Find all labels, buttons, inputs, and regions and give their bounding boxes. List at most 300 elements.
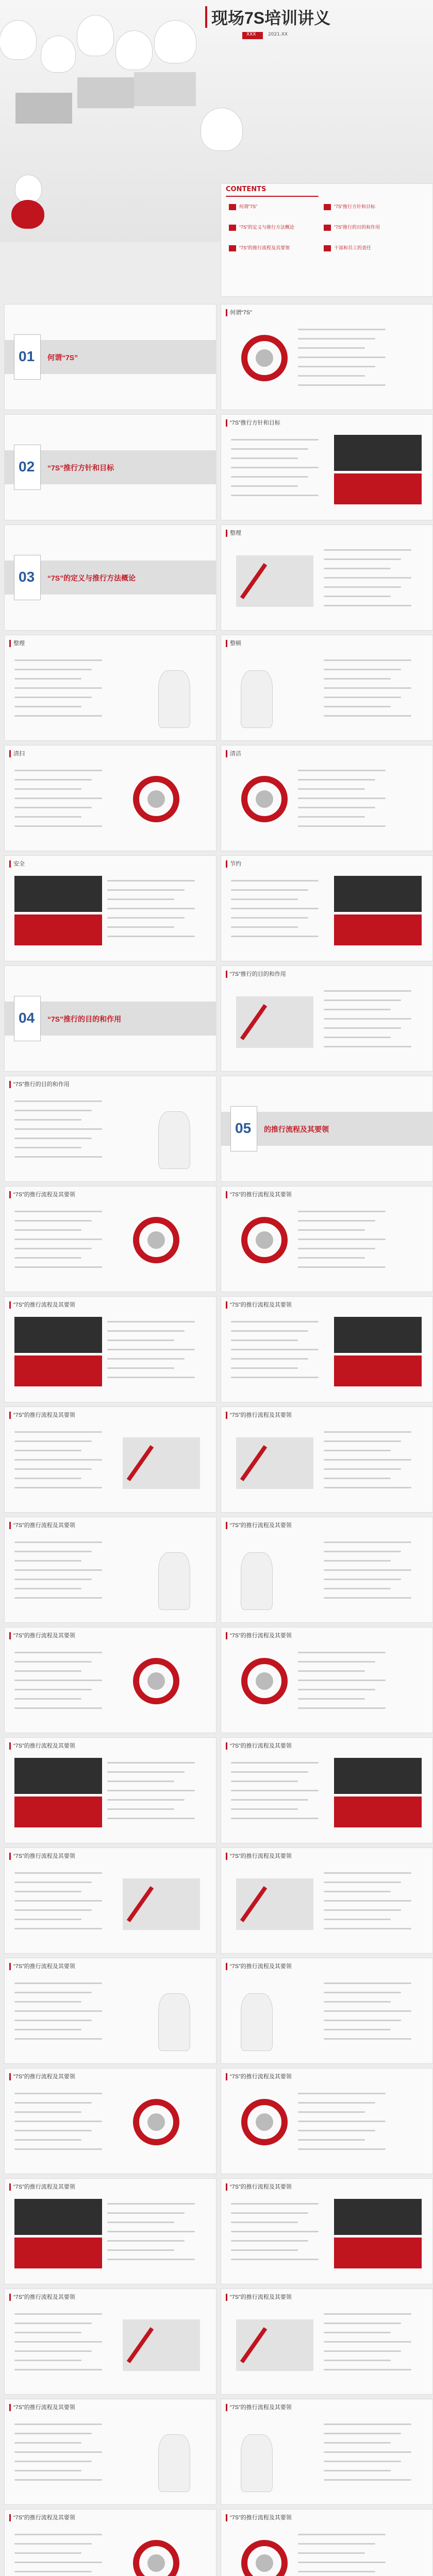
presenter-figure [159, 2435, 190, 2492]
slide-title: “7S”的推行流程及其要领 [13, 2074, 75, 2080]
text-line [324, 2433, 401, 2434]
slide-title-bar [9, 1191, 11, 1198]
check-mark-icon [147, 1672, 165, 1690]
s-sec02 [4, 414, 216, 520]
text-line [324, 1487, 411, 1488]
text-line [14, 1128, 102, 1130]
slide-title: “7S”的推行流程及其要领 [230, 1743, 292, 1749]
s-zhengli2 [4, 635, 216, 741]
text-line [14, 706, 81, 707]
text-line [324, 1431, 411, 1433]
section-title: “7S”的定义与推行方法概论 [47, 574, 136, 582]
s-sec04 [4, 965, 216, 1072]
text-line [14, 715, 102, 717]
s-flow1 [4, 1186, 216, 1292]
slide-title-bar [226, 2294, 227, 2301]
text-line [107, 2249, 174, 2251]
red-panel [334, 1355, 422, 1386]
slide-title-bar [9, 2183, 11, 2191]
text-line [324, 2010, 411, 2012]
text-line [14, 1239, 102, 1240]
text-line [231, 2249, 298, 2251]
text-line [298, 2139, 365, 2141]
text-line [107, 1771, 185, 1773]
s-purpose [221, 965, 433, 1072]
text-line [324, 558, 401, 560]
text-line [231, 1799, 308, 1801]
text-line [231, 1377, 319, 1378]
contents-item-4[interactable]: “7S”推行的目的和作用 [334, 225, 380, 230]
slide-title-bar [9, 640, 11, 647]
text-line [231, 1818, 319, 1819]
slide-title: “7S”的推行流程及其要领 [13, 1853, 75, 1859]
text-line [107, 2212, 185, 2214]
text-line [324, 1919, 391, 1920]
text-line [324, 697, 401, 698]
text-line [324, 1992, 401, 1993]
text-line [298, 1220, 375, 1222]
text-line [107, 1762, 195, 1764]
text-line [107, 1799, 185, 1801]
s-flow9 [4, 1627, 216, 1733]
text-line [324, 687, 411, 689]
text-line [324, 1928, 411, 1929]
text-line [14, 2111, 81, 2113]
text-line [107, 1321, 195, 1323]
text-line [14, 1661, 92, 1663]
text-line [324, 2341, 411, 2343]
text-line [298, 1652, 386, 1653]
red-panel [14, 2238, 102, 2268]
text-line [324, 706, 391, 707]
text-line [231, 1321, 319, 1323]
check-mark-icon [256, 349, 273, 367]
text-line [324, 999, 401, 1001]
text-line [14, 1928, 102, 1929]
text-line [107, 936, 195, 937]
text-line [231, 2212, 308, 2214]
slide-title: “7S”的推行流程及其要领 [13, 1743, 75, 1749]
s-flow10 [221, 1627, 433, 1733]
s-purpose2 [4, 1076, 216, 1182]
text-line [324, 2424, 411, 2425]
text-line [298, 338, 375, 340]
text-line [324, 715, 411, 717]
slide-title-bar [226, 1963, 227, 1970]
text-line [14, 1257, 81, 1259]
s-jieyue [221, 855, 433, 961]
text-line [107, 917, 185, 919]
text-line [107, 889, 185, 891]
s-flow16 [221, 1958, 433, 2064]
text-line [14, 1431, 102, 1433]
text-line [324, 1569, 411, 1571]
text-line [324, 577, 411, 579]
text-line [231, 2240, 308, 2242]
contents-item-3[interactable]: “7S”的定义与推行方法概论 [239, 225, 295, 230]
text-line [324, 990, 411, 992]
slide-title-bar [9, 1742, 11, 1750]
text-line [324, 2038, 411, 2040]
contents-item-1[interactable]: 何谓“7S” [239, 204, 258, 209]
section-number: 05 [235, 1120, 252, 1136]
dark-panel [334, 1758, 422, 1794]
slide-title: 整理 [13, 640, 25, 647]
text-line [107, 2240, 185, 2242]
text-line [324, 1027, 401, 1029]
text-line [298, 375, 365, 377]
s-flow17 [4, 2068, 216, 2174]
dark-panel [334, 1317, 422, 1353]
red-panel [334, 1797, 422, 1827]
text-line [231, 1349, 319, 1350]
slide-title-bar [226, 2404, 227, 2411]
text-line [14, 2534, 102, 2535]
text-line [298, 825, 386, 827]
text-line [14, 2148, 102, 2150]
text-line [231, 467, 319, 468]
s-what [221, 304, 433, 410]
contents-item-2[interactable]: “7S”推行方针和目标 [334, 204, 376, 209]
dark-panel [14, 2199, 102, 2235]
text-line [231, 1781, 298, 1782]
s-flow19 [4, 2178, 216, 2284]
slide-title-bar [226, 2183, 227, 2191]
text-line [324, 1982, 411, 1984]
text-line [324, 1450, 391, 1451]
text-line [14, 1459, 102, 1461]
text-line [14, 2442, 81, 2444]
slide-title: “7S”的推行流程及其要领 [13, 1522, 75, 1529]
text-line [324, 1900, 411, 1902]
text-line [14, 1909, 92, 1911]
slide-title: “7S”的推行流程及其要领 [230, 1963, 292, 1970]
text-line [298, 347, 365, 349]
text-line [14, 2552, 81, 2554]
check-mark-icon [256, 2554, 273, 2572]
text-line [14, 2093, 102, 2094]
text-line [324, 1046, 411, 1047]
presenter-figure [159, 1994, 190, 2050]
text-line [324, 1018, 411, 1020]
slide-title-bar [226, 530, 227, 537]
text-line [324, 2442, 391, 2444]
text-line [298, 1211, 386, 1212]
section-number: 01 [19, 348, 35, 364]
text-line [324, 1597, 411, 1599]
s-zhengli [221, 524, 433, 631]
text-line [107, 1330, 185, 1332]
text-line [14, 807, 92, 808]
text-line [298, 798, 386, 799]
text-line [14, 788, 81, 790]
dark-panel [14, 1317, 102, 1353]
slide-title-bar [226, 1301, 227, 1309]
text-line [14, 825, 102, 827]
illustration [123, 1437, 200, 1489]
slide-title: “7S”的推行流程及其要领 [13, 1302, 75, 1308]
presenter-figure [241, 671, 272, 727]
text-line [14, 2433, 92, 2434]
text-line [231, 926, 298, 928]
contents-item-6[interactable]: 干部和员工的责任 [334, 245, 372, 250]
text-line [324, 1579, 401, 1580]
text-line [14, 1992, 92, 1993]
text-line [14, 2130, 92, 2131]
slide-title-bar [9, 1853, 11, 1860]
text-line [107, 1781, 174, 1782]
text-line [14, 1670, 81, 1672]
slide-title-bar [226, 1522, 227, 1529]
presenter-label: XXX [246, 32, 256, 37]
text-line [107, 1349, 195, 1350]
text-line [14, 770, 102, 771]
slide-title: “7S”推行的目的和作用 [13, 1081, 70, 1088]
s-sec01 [4, 304, 216, 410]
text-line [14, 1229, 81, 1231]
slide-title-bar [9, 1412, 11, 1419]
section-title: 何谓“7S” [47, 353, 78, 362]
s-flow20 [221, 2178, 433, 2284]
text-line [14, 2470, 81, 2471]
text-line [298, 779, 375, 781]
text-line [231, 495, 319, 496]
text-line [14, 1450, 81, 1451]
text-line [231, 1330, 308, 1332]
text-line [14, 2562, 102, 2563]
presenter-figure [159, 1112, 190, 1168]
text-line [298, 1698, 365, 1700]
text-line [231, 476, 308, 478]
slide-title-bar [9, 2294, 11, 2301]
text-line [107, 2203, 195, 2205]
slide-title: 整理 [230, 530, 241, 536]
slide-title-bar [226, 1742, 227, 1750]
slide-title-bar [226, 971, 227, 978]
slide-title: “7S”的推行流程及其要领 [13, 2404, 75, 2411]
s-flow26 [221, 2509, 433, 2576]
s-flow4 [221, 1296, 433, 1402]
text-line [14, 1266, 102, 1268]
text-line [14, 2571, 92, 2572]
text-line [14, 2350, 92, 2352]
text-line [231, 439, 319, 440]
slide-title: “7S”的推行流程及其要领 [13, 2515, 75, 2521]
text-line [107, 1790, 195, 1791]
dark-panel [14, 1758, 102, 1794]
s-sec03 [4, 524, 216, 631]
check-mark-icon [256, 1672, 273, 1690]
presenter-figure [159, 1553, 190, 1609]
text-line [14, 1156, 102, 1158]
text-line [14, 2001, 81, 2003]
presenter-figure [241, 1994, 272, 2050]
text-line [14, 816, 81, 818]
slide-title-bar [9, 2073, 11, 2080]
text-line [231, 2222, 298, 2223]
text-line [324, 1459, 411, 1461]
s-flow22 [221, 2289, 433, 2395]
text-line [14, 1569, 102, 1571]
text-line [324, 1478, 391, 1479]
text-line [14, 2313, 102, 2315]
text-line [231, 457, 298, 459]
text-line [107, 1340, 174, 1341]
s-flow2 [221, 1186, 433, 1292]
presenter-figure [159, 671, 190, 727]
section-title: “7S”推行方针和目标 [47, 464, 114, 472]
text-line [231, 2231, 319, 2232]
text-line [14, 1900, 102, 1902]
red-panel [334, 2238, 422, 2268]
slide-title-bar [226, 2073, 227, 2080]
illustration [236, 1878, 313, 1930]
dark-panel [14, 876, 102, 912]
text-line [324, 2470, 391, 2471]
presenter-figure [241, 1553, 272, 1609]
text-line [231, 1808, 298, 1810]
text-line [107, 1358, 185, 1360]
slide-title: 清洁 [230, 751, 241, 757]
contents-heading: CONTENTS [226, 185, 267, 193]
s-flow3 [4, 1296, 216, 1402]
slide-title: 安全 [13, 861, 25, 867]
slide-title-bar [9, 1963, 11, 1970]
text-line [14, 1468, 92, 1470]
text-line [14, 1919, 81, 1920]
slide-title: “7S”的推行流程及其要领 [13, 1963, 75, 1970]
text-line [324, 1541, 411, 1543]
text-line [298, 1689, 375, 1690]
text-line [324, 2350, 401, 2352]
text-line [14, 1440, 92, 1442]
s-flow18 [221, 2068, 433, 2174]
text-line [14, 1579, 92, 1580]
text-line [324, 2029, 391, 2030]
s-flow12 [221, 1737, 433, 1843]
slide-title-bar [9, 2404, 11, 2411]
check-mark-icon [147, 1231, 165, 1249]
text-line [14, 1248, 92, 1249]
text-line [324, 1009, 391, 1010]
text-line [324, 2369, 411, 2370]
text-line [14, 1588, 81, 1589]
dark-panel [334, 2199, 422, 2235]
slide-title-bar [226, 1412, 227, 1419]
text-line [231, 2203, 319, 2205]
slide-title: “7S”推行方针和目标 [230, 420, 280, 426]
text-line [14, 1689, 92, 1690]
slide-title: 清扫 [13, 751, 25, 757]
illustration [123, 1878, 200, 1930]
s-flow14 [221, 1848, 433, 1954]
red-panel [14, 1355, 102, 1386]
presenter-figure [241, 2435, 272, 2492]
slide-title: “7S”的推行流程及其要领 [230, 2074, 292, 2080]
text-line [231, 1367, 298, 1369]
text-line [231, 1790, 319, 1791]
text-line [14, 1119, 81, 1121]
slide-title: “7S”的推行流程及其要领 [13, 2184, 75, 2190]
text-line [14, 1100, 102, 1102]
check-mark-icon [256, 790, 273, 808]
text-line [324, 586, 401, 588]
text-line [14, 1597, 102, 1599]
text-line [231, 889, 308, 891]
text-line [298, 1680, 386, 1681]
illustration [123, 2319, 200, 2371]
text-line [324, 2332, 391, 2333]
text-line [298, 2543, 375, 2545]
text-line [324, 1560, 391, 1562]
text-line [298, 1229, 365, 1231]
slide-title-bar [226, 419, 227, 427]
text-line [324, 2020, 401, 2021]
slide-title-bar [9, 1632, 11, 1639]
text-line [324, 1037, 391, 1038]
check-mark-icon [147, 2554, 165, 2572]
illustration [236, 1437, 313, 1489]
text-line [14, 2038, 102, 2040]
text-line [324, 678, 391, 680]
text-line [107, 1808, 174, 1810]
s-flow15 [4, 1958, 216, 2064]
text-line [14, 687, 102, 689]
red-panel [334, 473, 422, 504]
slide-title: “7S”的推行流程及其要领 [230, 2184, 292, 2190]
text-line [324, 2479, 411, 2481]
text-line [324, 1551, 401, 1552]
text-line [298, 807, 375, 808]
slide-title: “7S”的推行流程及其要领 [230, 1412, 292, 1418]
text-line [324, 1468, 401, 1470]
text-line [14, 2461, 92, 2462]
text-line [14, 1891, 81, 1892]
text-line [14, 669, 92, 670]
text-line [231, 1340, 298, 1341]
illustration [236, 555, 313, 607]
cover-title: 现场7S培训讲义 [211, 9, 331, 27]
check-mark-icon [147, 790, 165, 808]
text-line [14, 2121, 102, 2122]
text-line [324, 2360, 391, 2361]
text-line [14, 1478, 81, 1479]
text-line [298, 2102, 375, 2104]
slide-title-bar [226, 309, 227, 316]
contents-item-5[interactable]: “7S”的推行流程及其要领 [239, 245, 290, 250]
check-mark-icon [147, 2113, 165, 2131]
text-line [231, 908, 319, 909]
slide-title-bar [9, 1301, 11, 1309]
text-line [107, 2259, 195, 2260]
text-line [14, 1872, 102, 1874]
text-line [107, 2231, 195, 2232]
text-line [14, 2332, 81, 2333]
s-flow23 [4, 2399, 216, 2505]
text-line [298, 1707, 386, 1709]
text-line [107, 908, 195, 909]
slide-title-bar [9, 860, 11, 868]
slide-title-bar [9, 750, 11, 757]
s-flow24 [221, 2399, 433, 2505]
check-mark-icon [256, 1231, 273, 1249]
text-line [298, 2571, 375, 2572]
text-line [298, 2552, 365, 2554]
red-panel [14, 1797, 102, 1827]
text-line [298, 2562, 386, 2563]
slide-title-bar [226, 1853, 227, 1860]
text-line [107, 2222, 174, 2223]
